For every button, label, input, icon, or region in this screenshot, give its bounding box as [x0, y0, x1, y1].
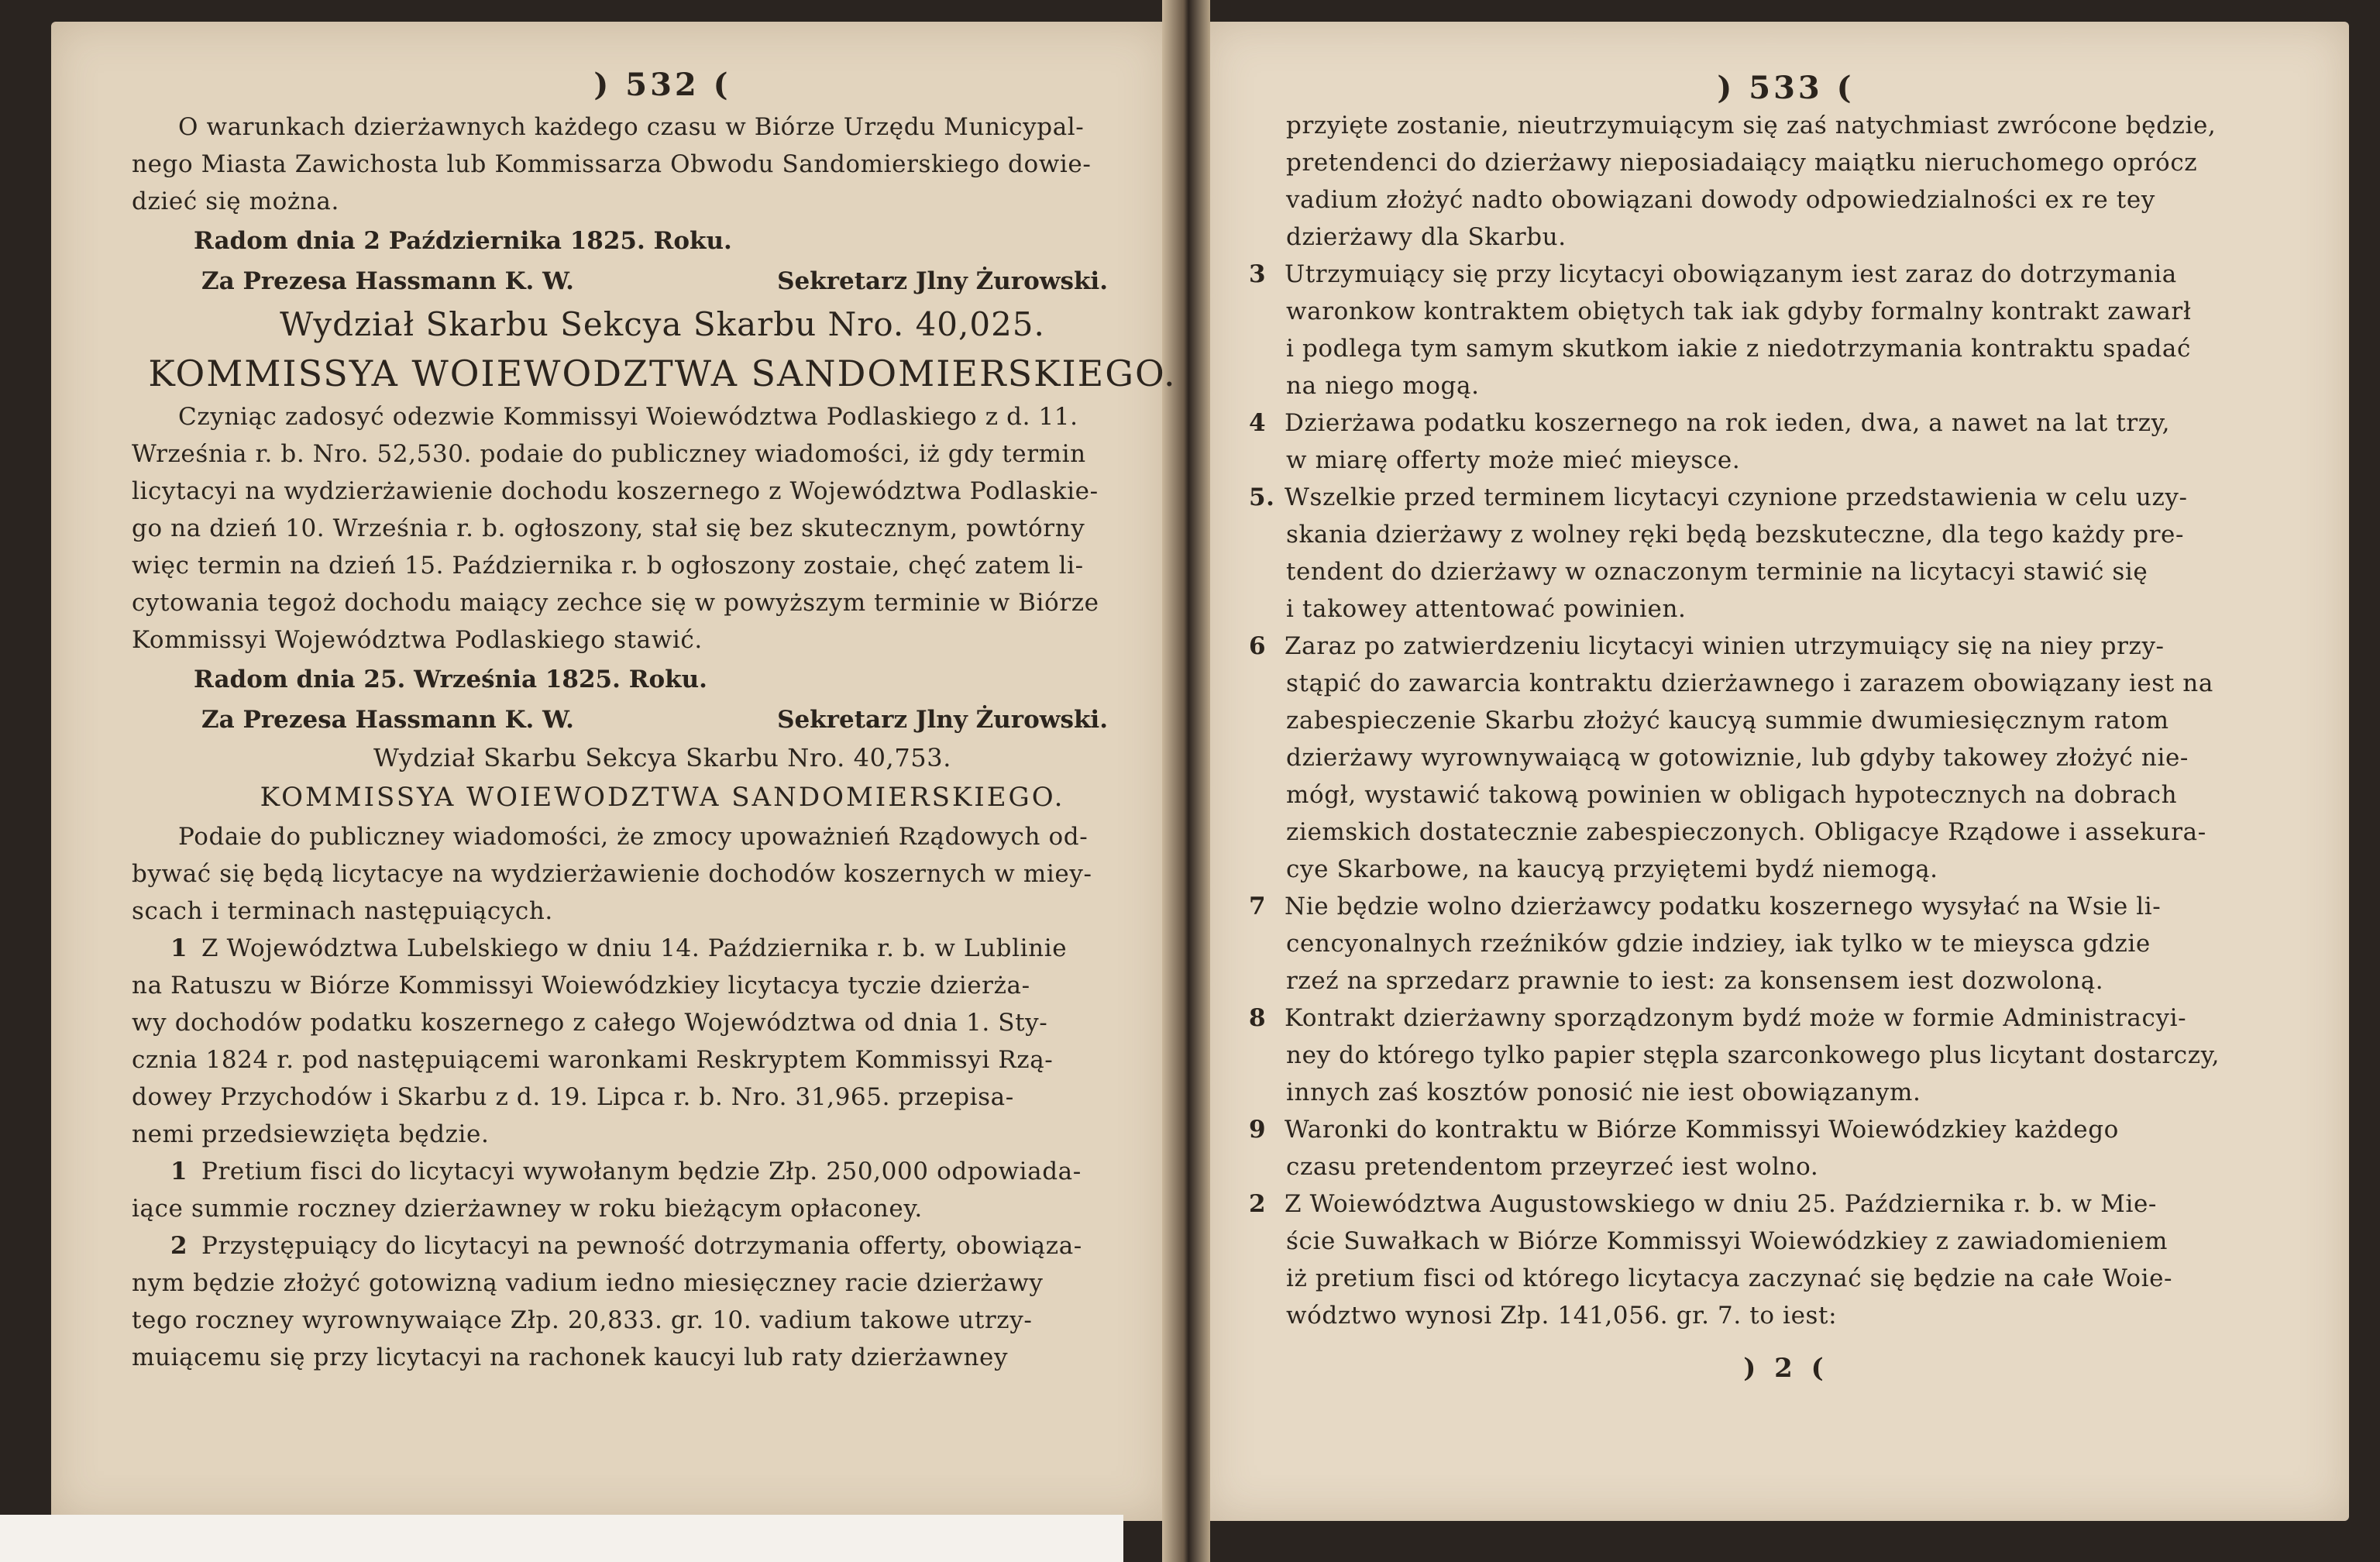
numbered-item	[1249, 256, 2285, 404]
item-number: 4	[1249, 409, 1267, 437]
text-line: Pretium fisci do licytacyi wywołanym będzie Złp. 250,000 odpowiada-	[201, 1158, 1082, 1185]
text-line: nym będzie złożyć gotowizną vadium iedno miesięczney racie dzierżawy	[132, 1269, 1044, 1297]
numbered-item	[1249, 888, 2285, 999]
text-line: zabespieczenie Skarbu złożyć kaucyą summie dwumiesięcznym ratom	[1286, 707, 2169, 735]
text-line: i podlega tym samym skutkom iakie z niedotrzymania kontraktu spadać	[1286, 335, 2191, 363]
numbered-item	[132, 1227, 1193, 1376]
text-line: cencyonalnych rzeźników gdzie indziey, iak tylko w te mieysca gdzie	[1286, 930, 2151, 958]
text-line: na Ratuszu w Biórze Kommissyi Woiewódzkiey licytacya tyczie dzierża-	[132, 972, 1030, 999]
text-line: Dzierżawa podatku koszernego na rok ieden, dwa, a nawet na lat trzy,	[1285, 409, 2171, 437]
text-line: Przystępuiący do licytacyi na pewność dotrzymania offerty, obowiąza-	[201, 1232, 1082, 1260]
item-number: 5.	[1249, 483, 1275, 511]
text-line: dzieć się można.	[132, 188, 339, 215]
page-number-right: ) 533 (	[1717, 70, 1855, 106]
text-line: nemi przedsiewzięta będzie.	[132, 1120, 490, 1148]
numbered-item	[1249, 628, 2285, 888]
text-line: w miarę offerty może mieć mieysce.	[1286, 446, 1741, 474]
president-signature: Za Prezesa Hassmann K. W.	[201, 706, 574, 734]
text-line: cznia 1824 r. pod następuiącemi waronkami Reskryptem Kommissyi Rzą-	[132, 1046, 1054, 1074]
text-line: mógł, wystawić takową powinien w obligach hypotecznych na dobrach	[1286, 781, 2178, 809]
president-signature: Za Prezesa Hassmann K. W.	[201, 267, 574, 295]
signature-block	[132, 700, 1193, 739]
item-number: 2	[170, 1232, 188, 1260]
text-line: tendent do dzierżawy w oznaczonym terminie na licytacyi stawić się	[1286, 558, 2148, 586]
text-line: ney do którego tylko papier stępla szarconkowego plus licytant dostarczy,	[1286, 1041, 2220, 1069]
text-line: Czyniąc zadosyć odezwie Kommissyi Woiewództwa Podlaskiego z d. 11.	[178, 403, 1078, 431]
continuation-paragraph	[1286, 107, 2285, 256]
department-heading: Wydział Skarbu Sekcya Skarbu Nro. 40,025.	[280, 305, 1045, 343]
text-line: pretendenci do dzierżawy nieposiadaiący maiątku nieruchomego oprócz	[1286, 149, 2198, 177]
text-line: Września r. b. Nro. 52,530. podaie do publiczney wiadomości, iż gdy termin	[132, 440, 1086, 468]
secretary-signature: Sekretarz Jlny Żurowski.	[777, 267, 1108, 295]
text-line: ście Suwałkach w Biórze Kommissyi Woiewódzkiey z zawiadomieniem	[1286, 1227, 2168, 1255]
text-line: Podaie do publiczney wiadomości, że zmocy upoważnień Rządowych od-	[178, 823, 1089, 851]
text-line: Wszelkie przed terminem licytacyi czynione przedstawienia w celu uzy-	[1285, 483, 2188, 511]
text-line: iż pretium fisci od którego licytacya zaczynać się będzie na całe Woie-	[1286, 1264, 2173, 1292]
text-line: i takowey attentować powinien.	[1286, 595, 1687, 623]
text-line: wy dochodów podatku koszernego z całego Województwa od dnia 1. Sty-	[132, 1009, 1048, 1037]
text-line: O warunkach dzierżawnych każdego czasu w Biórze Urzędu Municypal-	[178, 113, 1085, 141]
text-line: dzierżawy dla Skarbu.	[1286, 223, 1567, 251]
text-line: licytacyi na wydzierżawienie dochodu koszernego z Województwa Podlaskie-	[132, 477, 1099, 505]
text-line: Waronki do kontraktu w Biórze Kommissyi Woiewódzkiey każdego	[1285, 1116, 2119, 1144]
text-line: Utrzymuiący się przy licytacyi obowiązanym iest zaraz do dotrzymania	[1285, 260, 2177, 288]
department-heading: Wydział Skarbu Sekcya Skarbu Nro. 40,753.	[373, 743, 951, 772]
numbered-item	[132, 930, 1193, 1153]
text-line: innych zaś kosztów ponosić nie iest obowiązanym.	[1286, 1079, 1921, 1106]
announcement-paragraph	[132, 398, 1193, 659]
numbered-item	[1249, 1185, 2285, 1334]
item-number: 3	[1249, 260, 1267, 288]
text-line: więc termin na dzień 15. Października r. b ogłoszony zostaie, chęć zatem li-	[132, 552, 1084, 580]
text-line: Z Województwa Lubelskiego w dniu 14. Października r. b. w Lublinie	[201, 934, 1068, 962]
commission-heading: KOMMISSYA WOIEWODZTWA SANDOMIERSKIEGO.	[260, 782, 1065, 813]
text-line: vadium złożyć nadto obowiązani dowody odpowiedzialności ex re tey	[1286, 186, 2155, 214]
text-line: nego Miasta Zawichosta lub Kommissarza Obwodu Sandomierskiego dowie-	[132, 150, 1092, 178]
item-number: 6	[1249, 632, 1267, 660]
numbered-item	[1249, 1111, 2285, 1185]
text-line: Nie będzie wolno dzierżawcy podatku koszernego wysyłać na Wsie li-	[1285, 893, 2162, 920]
signature-mark: ) 2 (	[1743, 1353, 1828, 1384]
text-line: Kontrakt dzierżawny sporządzonym bydź może w formie Administracyi-	[1285, 1004, 2187, 1032]
secretary-signature: Sekretarz Jlny Żurowski.	[777, 706, 1108, 734]
text-line: cye Skarbowe, na kaucyą przyiętemi bydź niemogą.	[1286, 855, 1938, 883]
text-line: iące summie roczney dzierżawney w roku bieżącym opłaconey.	[132, 1195, 923, 1223]
text-line: rzeź na sprzedarz prawnie to iest: za konsensem iest dozwoloną.	[1286, 967, 2104, 995]
signature-block	[132, 262, 1193, 301]
item-number: 1	[170, 1158, 188, 1185]
right-page-text	[1249, 70, 2285, 1392]
text-line: Zaraz po zatwierdzeniu licytacyi winien utrzymuiący się na niey przy-	[1285, 632, 2165, 660]
text-line: tego roczney wyrownywaiące Złp. 20,833. gr. 10. vadium takowe utrzy-	[132, 1306, 1033, 1334]
text-line: dzierżawy wyrownywaiącą w gotowiznie, lub gdyby takowey złożyć nie-	[1286, 744, 2189, 772]
text-line: bywać się będą licytacye na wydzierżawienie dochodów koszernych w miey-	[132, 860, 1092, 888]
left-page-text	[132, 62, 1193, 1376]
text-line: cytowania tegoż dochodu maiący zechce się w powyższym terminie w Biórze	[132, 589, 1099, 617]
text-line: scach i terminach następuiących.	[132, 897, 553, 925]
item-number: 9	[1249, 1116, 1267, 1144]
text-line: go na dzień 10. Września r. b. ogłoszony, stał się bez skutecznym, powtórny	[132, 514, 1085, 542]
text-line: muiącemu się przy licytacyi na rachonek kaucyi lub raty dzierżawney	[132, 1344, 1009, 1371]
page-number-left: ) 532 (	[593, 67, 731, 103]
text-line: skania dzierżawy z wolney ręki będą bezskuteczne, dla tego każdy pre-	[1286, 521, 2185, 549]
numbered-item	[1249, 999, 2285, 1111]
text-line: Kommissyi Województwa Podlaskiego stawić.	[132, 626, 703, 654]
text-line: na niego mogą.	[1286, 372, 1480, 400]
date-line: Radom dnia 25. Września 1825. Roku.	[194, 666, 707, 693]
item-number: 8	[1249, 1004, 1267, 1032]
numbered-item	[132, 1153, 1193, 1227]
item-number: 2	[1249, 1190, 1267, 1218]
text-line: wództwo wynosi Złp. 141,056. gr. 7. to iest:	[1286, 1302, 1838, 1330]
text-line: dowey Przychodów i Skarbu z d. 19. Lipca r. b. Nro. 31,965. przepisa-	[132, 1083, 1014, 1111]
date-line: Radom dnia 2 Października 1825. Roku.	[194, 227, 732, 255]
scan-background	[0, 1515, 1123, 1562]
text-line: czasu pretendentom przeyrzeć iest wolno.	[1286, 1153, 1819, 1181]
text-line: Z Woiewództwa Augustowskiego w dniu 25. Października r. b. w Mie-	[1285, 1190, 2157, 1218]
text-line: ziemskich dostatecznie zabespieczonych. Obligacye Rządowe i assekura-	[1286, 818, 2206, 846]
text-line: przyięte zostanie, nieutrzymuiącym się zaś natychmiast zwrócone będzie,	[1286, 112, 2217, 139]
item-number: 1	[170, 934, 188, 962]
item-number: 7	[1249, 893, 1267, 920]
intro-paragraph	[132, 108, 1193, 220]
numbered-item	[1249, 404, 2285, 479]
commission-heading: KOMMISSYA WOIEWODZTWA SANDOMIERSKIEGO.	[148, 353, 1177, 394]
numbered-item	[1249, 479, 2285, 628]
licitation-paragraph	[132, 818, 1193, 930]
text-line: waronkow kontraktem obiętych tak iak gdyby formalny kontrakt zawarł	[1286, 298, 2192, 325]
text-line: stąpić do zawarcia kontraktu dzierżawnego i zarazem obowiązany iest na	[1286, 669, 2213, 697]
